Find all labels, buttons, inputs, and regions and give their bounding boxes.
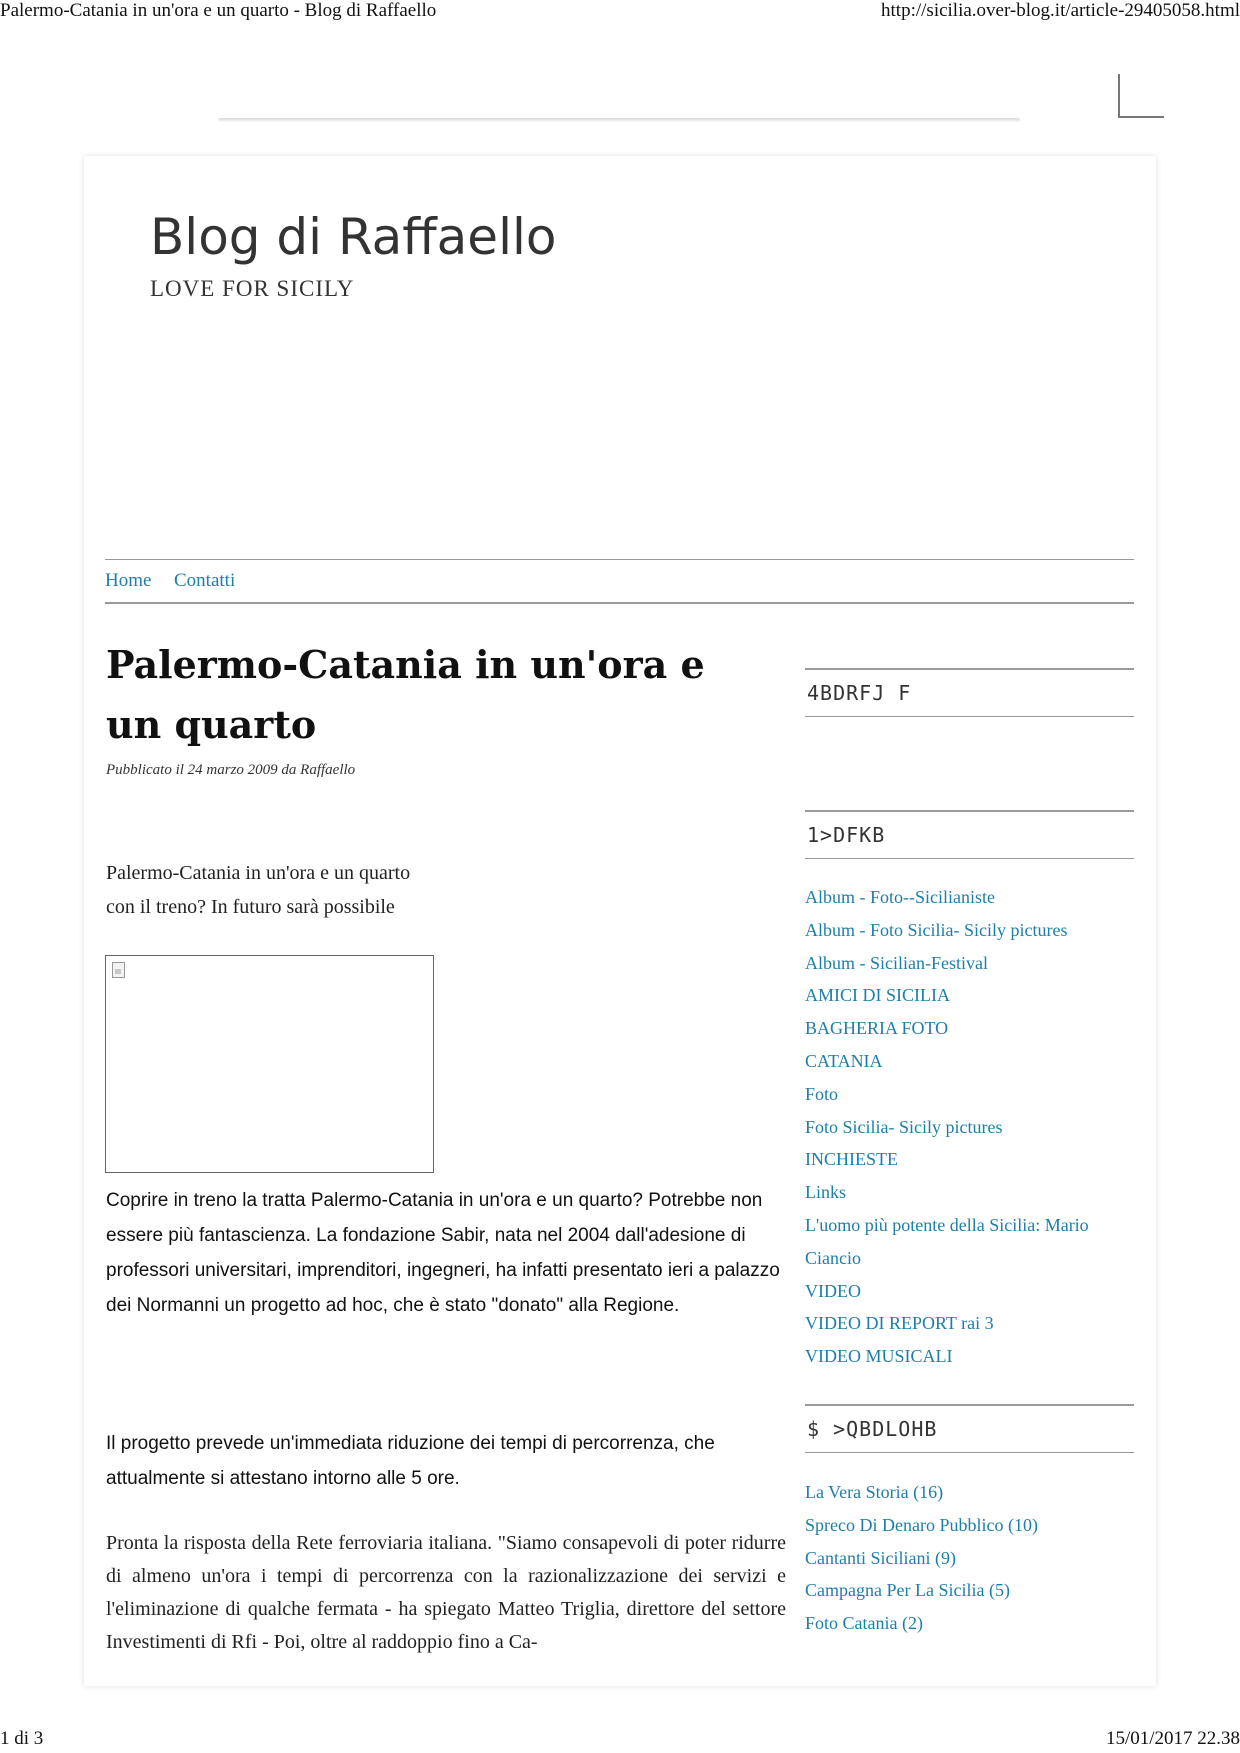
tag-link[interactable]: Foto Catania (2)	[805, 1613, 923, 1634]
category-item	[805, 1176, 1134, 1209]
category-link[interactable]: BAGHERIA FOTO	[805, 1018, 949, 1039]
post-image[interactable]	[105, 955, 434, 1173]
category-link[interactable]: Foto	[805, 1083, 839, 1104]
post-intro-line-1: Palermo-Catania in un'ora e un quarto	[106, 862, 411, 884]
category-item	[805, 881, 1134, 914]
print-header-title: Palermo-Catania in un'ora e un quarto - Blog di Raffaello	[0, 0, 437, 21]
sidebar-tags-heading-text: $ >QBDLOHB	[807, 1417, 938, 1441]
tag-link[interactable]: Spreco Di Denaro Pubblico (10)	[805, 1514, 1038, 1535]
category-item	[805, 1143, 1134, 1176]
sidebar-tags-heading	[805, 1404, 1134, 1453]
post-paragraph-2: Il progetto prevede un'immediata riduzione dei tempi di percorrenza, che attualmente si attestano intorno alle 5 ore.	[106, 1433, 715, 1489]
category-item	[805, 1209, 1134, 1275]
post-meta: Pubblicato il 24 marzo 2009 da Raffaello	[106, 762, 356, 778]
top-bar-shadow	[218, 118, 1020, 122]
category-item	[805, 914, 1134, 947]
post-title: Palermo-Catania in un'ora e un quarto	[106, 642, 705, 747]
tag-item	[805, 1542, 1134, 1575]
category-item	[805, 1045, 1134, 1078]
print-footer-timestamp: 15/01/2017 22.38	[1105, 1728, 1240, 1749]
print-header	[0, 0, 1240, 22]
category-item	[805, 1340, 1134, 1373]
category-link[interactable]: VIDEO DI REPORT rai 3	[805, 1313, 994, 1334]
nav-home-link[interactable]: Home	[105, 570, 152, 591]
category-item	[805, 979, 1134, 1012]
print-footer	[0, 1728, 1240, 1750]
category-link[interactable]: INCHIESTE	[805, 1149, 898, 1170]
broken-image-icon	[112, 962, 125, 978]
tag-item	[805, 1509, 1134, 1542]
tag-link[interactable]: La Vera Storia (16)	[805, 1482, 944, 1502]
category-item	[805, 1078, 1134, 1111]
category-link[interactable]: VIDEO	[805, 1280, 861, 1301]
tag-item	[805, 1607, 1134, 1640]
category-link[interactable]: Album - Sicilian-Festival	[805, 952, 988, 973]
sidebar-categories-list	[805, 881, 1134, 1373]
nav-contacts-link[interactable]: Contatti	[174, 570, 236, 591]
post-paragraph-1: Coprire in treno la tratta Palermo-Catania in un'ora e un quarto? Potrebbe non essere più fantascienza. La fondazione Sabir, nata nel 2004 dall'adesione di professori universitari, imprenditori, ingegneri, ha infatti presentato ieri a palazzo dei Normanni un progetto ad hoc, che è stato "donato" alla Regione.	[106, 1190, 780, 1316]
category-item	[805, 1307, 1134, 1340]
category-item	[805, 947, 1134, 980]
category-item	[805, 1275, 1134, 1308]
post-intro-line-2: con il treno? In futuro sarà possibile	[106, 896, 395, 918]
tag-link[interactable]: Cantanti Siciliani (9)	[805, 1547, 956, 1568]
site-tagline: LOVE FOR SICILY	[150, 276, 355, 301]
category-link[interactable]: Album - Foto--Sicilianiste	[805, 887, 995, 907]
print-header-url: http://sicilia.over-blog.it/article-29405058.html	[881, 0, 1240, 21]
tag-item	[805, 1574, 1134, 1607]
sidebar-categories-heading	[805, 810, 1134, 859]
post-intro	[106, 856, 506, 924]
corner-mark	[1118, 74, 1164, 118]
category-item	[805, 1012, 1134, 1045]
category-item	[805, 1111, 1134, 1144]
print-footer-page: 1 di 3	[0, 1728, 44, 1749]
category-link[interactable]: Foto Sicilia- Sicily pictures	[805, 1116, 1003, 1137]
site-title[interactable]: Blog di Raffaello	[150, 208, 557, 266]
category-link[interactable]: Album - Foto Sicilia- Sicily pictures	[805, 919, 1068, 940]
category-link[interactable]: Links	[805, 1182, 847, 1203]
main-nav	[105, 559, 1134, 604]
tag-link[interactable]: Campagna Per La Sicilia (5)	[805, 1580, 1010, 1601]
category-link[interactable]: AMICI DI SICILIA	[805, 985, 950, 1006]
sidebar-search-heading-text: 4BDRFJ F	[807, 681, 912, 705]
sidebar-categories-heading-text: 1>DFKB	[807, 823, 886, 847]
sidebar-search-heading	[805, 668, 1134, 717]
category-link[interactable]: L'uomo più potente della Sicilia: Mario Ciancio	[805, 1214, 1089, 1268]
tag-item	[805, 1476, 1134, 1509]
sidebar-tags-list	[805, 1476, 1134, 1640]
category-link[interactable]: VIDEO MUSICALI	[805, 1346, 953, 1367]
post-paragraph-3: Pronta la risposta della Rete ferroviaria italiana. "Siamo consapevoli di poter ridurre di almeno un'ora i tempi di percorrenza con la razionalizzazione dei servizi e l'eliminazione di qualche fermata - ha spiegato Matteo Triglia, direttore del settore Investimenti di Rfi - Poi, oltre al raddoppio fino a Ca-	[106, 1532, 786, 1653]
category-link[interactable]: CATANIA	[805, 1050, 883, 1071]
